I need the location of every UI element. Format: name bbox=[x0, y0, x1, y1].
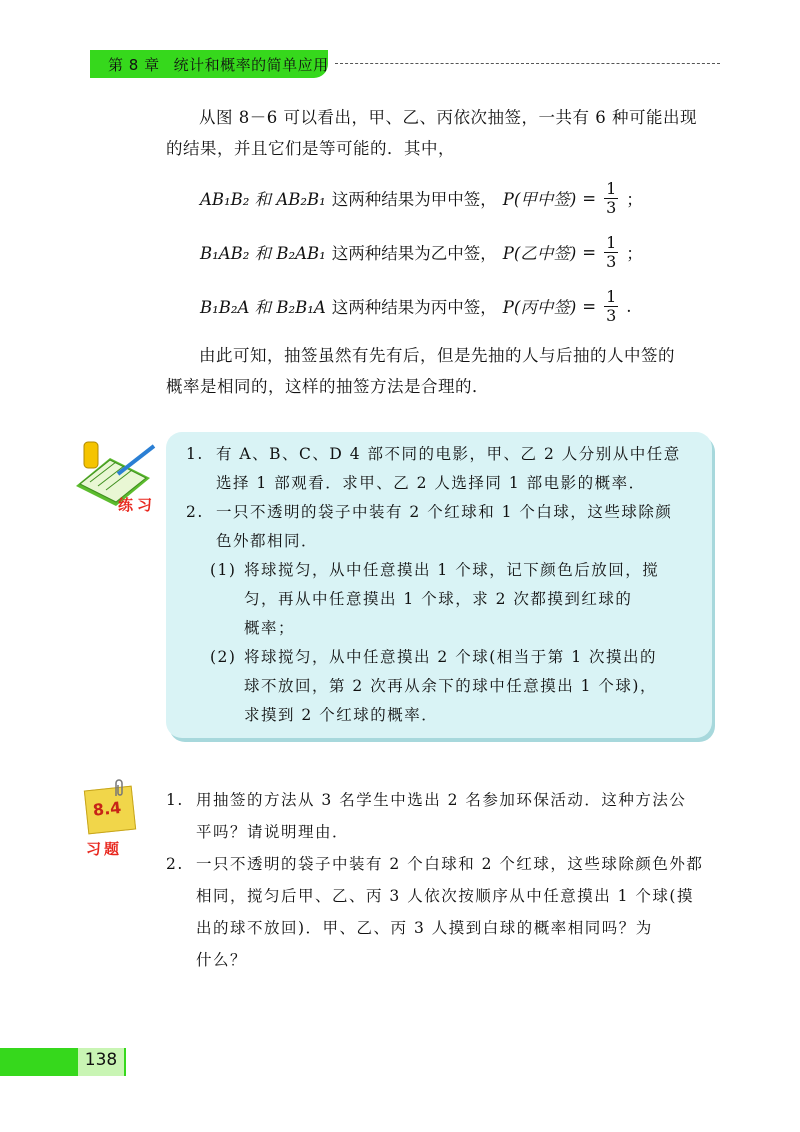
fraction bbox=[604, 234, 618, 271]
formula-row bbox=[200, 286, 700, 326]
fraction-denominator: 3 bbox=[606, 197, 617, 217]
paperclip-icon bbox=[112, 778, 126, 798]
item-number: 1. bbox=[186, 445, 204, 463]
item-line: 选择 1 部观看．求甲、乙 2 人选择同 1 部电影的概率． bbox=[216, 474, 646, 492]
item-line: 一只不透明的袋子中装有 2 个红球和 1 个白球，这些球除颜 bbox=[216, 503, 673, 521]
fraction bbox=[604, 288, 618, 325]
intro-line: 的结果，并且它们是等可能的．其中， bbox=[166, 139, 455, 158]
item-line: 相同，搅匀后甲、乙、丙 3 人依次按顺序从中任意摸出 1 个球(摸 bbox=[196, 887, 694, 905]
subitem-line: 概率； bbox=[244, 619, 296, 637]
formula-probability: P(甲中签) bbox=[502, 190, 577, 209]
item-line: 一只不透明的袋子中装有 2 个白球和 2 个红球，这些球除颜色外都 bbox=[196, 855, 704, 873]
exercise-item bbox=[166, 848, 716, 976]
subitem-line: 求摸到 2 个红球的概率． bbox=[244, 706, 439, 724]
item-number: 1. bbox=[166, 791, 184, 809]
formula-probability: P(乙中签) bbox=[502, 244, 577, 263]
formula-expression: B₁AB₂ 和 B₂AB₁ bbox=[200, 244, 326, 263]
formula-row bbox=[200, 232, 700, 272]
page-number: 138 bbox=[84, 1050, 118, 1070]
practice-label: 练习 bbox=[118, 496, 157, 514]
chapter-number: 第 8 章 bbox=[108, 56, 160, 74]
fraction-denominator: 3 bbox=[606, 305, 617, 325]
conclusion-paragraph bbox=[166, 340, 726, 402]
intro-line: 从图 8－6 可以看出，甲、乙、丙依次抽签，一共有 6 种可能出现 bbox=[199, 108, 697, 127]
conclusion-line: 概率是相同的，这样的抽签方法是合理的． bbox=[166, 377, 489, 396]
subitem-line: 匀，再从中任意摸出 1 个球，求 2 次都摸到红球的 bbox=[244, 590, 633, 608]
item-number: 2. bbox=[186, 503, 204, 521]
header-divider bbox=[335, 63, 720, 64]
fraction bbox=[604, 180, 618, 217]
formula-text: 这两种结果为甲中签， bbox=[331, 190, 497, 209]
formula-end: ； bbox=[626, 190, 643, 209]
formula-equals: = bbox=[582, 242, 597, 262]
practice-item bbox=[186, 498, 696, 556]
subitem-number: (1) bbox=[210, 561, 237, 579]
formula-probability: P(丙中签) bbox=[502, 298, 577, 317]
item-number: 2. bbox=[166, 855, 184, 873]
item-line: 色外都相同． bbox=[216, 532, 319, 550]
intro-paragraph bbox=[166, 102, 726, 164]
subitem-number: (2) bbox=[210, 648, 237, 666]
formula-equals: = bbox=[582, 188, 597, 208]
item-line: 什么？ bbox=[196, 951, 248, 969]
exercise-list bbox=[166, 784, 716, 976]
fraction-numerator: 1 bbox=[606, 286, 617, 306]
subitem-line: 将球搅匀，从中任意摸出 2 个球(相当于第 1 次摸出的 bbox=[244, 648, 657, 666]
fraction-numerator: 1 bbox=[606, 232, 617, 252]
subitem-line: 球不放回，第 2 次再从余下的球中任意摸出 1 个球)， bbox=[244, 677, 657, 695]
formula-expression: B₁B₂A 和 B₂B₁A bbox=[200, 298, 326, 317]
chapter-header bbox=[90, 50, 720, 80]
formula-end: . bbox=[626, 296, 632, 316]
fraction-numerator: 1 bbox=[606, 178, 617, 198]
formula-text: 这两种结果为乙中签， bbox=[331, 244, 497, 263]
practice-subitem bbox=[186, 643, 696, 730]
fraction-denominator: 3 bbox=[606, 251, 617, 271]
formula-equals: = bbox=[582, 296, 597, 316]
formula-text: 这两种结果为丙中签， bbox=[331, 298, 497, 317]
formula-list bbox=[200, 178, 700, 326]
practice-subitem bbox=[186, 556, 696, 643]
exercise-item bbox=[166, 784, 716, 848]
exercise-badge bbox=[84, 786, 136, 835]
formula-expression: AB₁B₂ 和 AB₂B₁ bbox=[200, 190, 326, 209]
item-line: 出的球不放回)．甲、乙、丙 3 人摸到白球的概率相同吗？为 bbox=[196, 919, 653, 937]
subitem-line: 将球搅匀，从中任意摸出 1 个球，记下颜色后放回，搅 bbox=[244, 561, 660, 579]
header-text bbox=[108, 54, 343, 75]
formula-row bbox=[200, 178, 700, 218]
conclusion-line: 由此可知，抽签虽然有先有后，但是先抽的人与后抽的人中签的 bbox=[199, 346, 675, 365]
practice-list bbox=[186, 440, 696, 730]
item-line: 用抽签的方法从 3 名学生中选出 2 名参加环保活动．这种方法公 bbox=[196, 791, 687, 809]
formula-end: ； bbox=[626, 244, 643, 263]
exercise-label: 习题 bbox=[86, 840, 123, 858]
practice-item bbox=[186, 440, 696, 498]
chapter-title: 统计和概率的简单应用 bbox=[173, 56, 329, 74]
exercise-section-number: 8.4 bbox=[91, 797, 123, 820]
item-line: 有 A、B、C、D 4 部不同的电影，甲、乙 2 人分别从中任意 bbox=[216, 445, 681, 463]
item-line: 平吗？请说明理由． bbox=[196, 823, 350, 841]
